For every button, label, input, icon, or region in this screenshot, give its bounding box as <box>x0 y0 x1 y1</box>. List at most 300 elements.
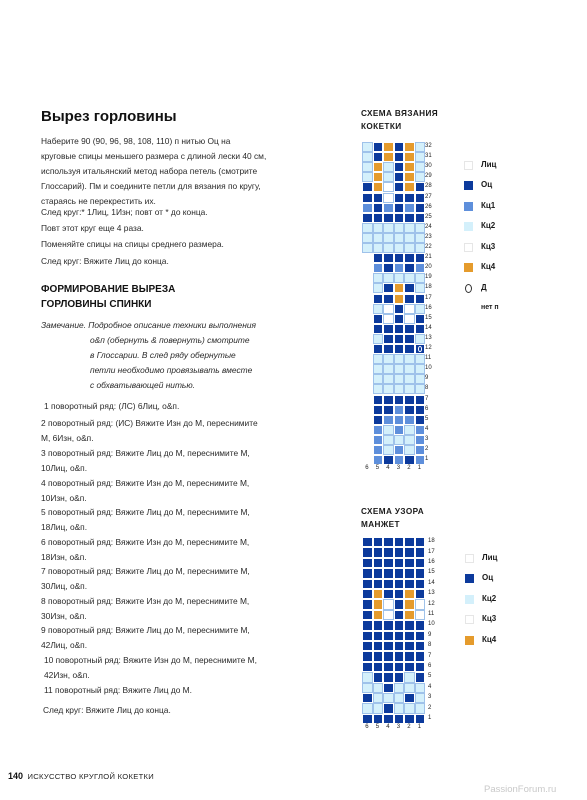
chart-cell <box>404 405 415 415</box>
row-number-label: 20 <box>425 264 432 271</box>
chart-cell <box>394 263 405 273</box>
short-row-instruction <box>41 623 250 653</box>
intro-line: Глоссарий). Пм и соедините петли для вязания по кругу, <box>41 181 261 191</box>
chart-cell <box>373 599 384 609</box>
chart-cell <box>394 445 405 455</box>
chart-cell <box>404 537 415 547</box>
instruction-line: 10Изн, о&п. <box>41 493 87 503</box>
final-round-text: След круг: Вяжите Лиц до конца. <box>43 705 171 715</box>
chart-cell <box>373 620 384 630</box>
row-number-label: 14 <box>425 324 432 331</box>
chart-cell <box>373 672 384 682</box>
row-number-label: 5 <box>428 673 432 680</box>
chart-cell <box>383 445 394 455</box>
row-number-label: 29 <box>425 173 432 180</box>
chart-cell <box>383 193 394 203</box>
chart-cell <box>383 364 394 374</box>
short-row-instruction <box>41 683 192 698</box>
chart-cell <box>404 425 415 435</box>
chart-cell <box>415 253 426 263</box>
chart-cell <box>383 223 394 233</box>
legend-swatch <box>465 615 474 624</box>
chart-cell <box>373 213 384 223</box>
chart-cell <box>404 253 415 263</box>
chart-cell <box>383 344 394 354</box>
chart-cell <box>373 162 384 172</box>
round1-text: След круг:* 1Лиц, 1Изн; повт от * до конца. <box>41 207 208 217</box>
yoke-chart-title <box>361 107 438 133</box>
chart-cell <box>394 568 405 578</box>
chart-cell <box>373 334 384 344</box>
legend-label: нет п <box>481 304 499 311</box>
chart-cell <box>404 672 415 682</box>
chart-cell <box>394 537 405 547</box>
heading-line: ГОРЛОВИНЫ СПИНКИ <box>41 299 152 310</box>
chart-cell <box>415 263 426 273</box>
chart-cell <box>383 152 394 162</box>
chart-cell <box>404 610 415 620</box>
knit-round-text: След круг: Вяжите Лиц до конца. <box>41 256 169 266</box>
row-number-label: 13 <box>428 590 435 597</box>
chart-cell <box>415 445 429 455</box>
page-footer <box>8 766 154 784</box>
chart-cell <box>383 203 394 213</box>
column-number-label: 2 <box>407 465 411 471</box>
chart-cell <box>383 334 394 344</box>
chart-cell <box>373 263 384 273</box>
chart-cell <box>394 203 405 213</box>
chart-cell <box>394 253 405 263</box>
note-line: с обхватывающей нитью. <box>90 380 195 390</box>
row-number-label: 31 <box>425 153 432 160</box>
chart-cell <box>415 273 426 283</box>
chart-cell <box>373 589 384 599</box>
chart-cell <box>394 579 405 589</box>
chart-cell <box>383 425 394 435</box>
short-row-instruction <box>41 416 258 446</box>
instruction-line: 7 поворотный ряд: Вяжите Лиц до М, переснимите М, <box>41 566 250 576</box>
chart-cell <box>394 273 405 283</box>
chart-cell <box>373 223 384 233</box>
chart-cell <box>383 641 394 651</box>
instruction-line: 18Лиц, о&п. <box>41 522 88 532</box>
column-number-label: 1 <box>417 724 422 730</box>
chart-cell <box>415 683 426 693</box>
chart-cell <box>404 233 415 243</box>
row-number-label: 11 <box>425 355 432 362</box>
chart-cell <box>415 162 426 172</box>
chart-cell <box>383 142 394 152</box>
legend-label: Оц <box>481 180 493 189</box>
chart-cell <box>373 344 384 354</box>
chart-cell <box>415 415 429 425</box>
chart-cell <box>362 182 373 192</box>
chart-cell <box>362 223 373 233</box>
chart-cell <box>394 641 405 651</box>
chart-cell <box>394 344 405 354</box>
chart-cell <box>373 610 384 620</box>
chart-title-line: СХЕМА УЗОРА <box>361 507 425 516</box>
row-number-label: 13 <box>425 334 432 341</box>
chart-title-line: СХЕМА ВЯЗАНИЯ <box>361 109 439 118</box>
row-number-label: 18 <box>425 284 432 291</box>
chart-cell <box>383 589 394 599</box>
chart-cell <box>404 374 415 384</box>
column-number-label: 2 <box>407 724 411 730</box>
chart-cell <box>415 651 426 661</box>
chart-cell <box>404 651 415 661</box>
chart-cell <box>404 172 415 182</box>
heading-line: ФОРМИРОВАНИЕ ВЫРЕЗА <box>41 284 176 295</box>
column-number-label: 3 <box>396 465 401 471</box>
chart-cell <box>362 142 373 152</box>
chart-cell <box>362 672 373 682</box>
legend-label: Кц3 <box>481 242 496 251</box>
chart-cell <box>394 182 405 192</box>
chart-cell <box>362 714 373 724</box>
chart-cell <box>383 314 394 324</box>
chart-cell <box>404 263 415 273</box>
chart-cell <box>373 425 384 435</box>
note-line: о&п (обернуть & повернуть) смотрите <box>90 335 250 345</box>
intro-line: Наберите 90 (90, 96, 98, 108, 110) п нитью Оц на <box>41 136 231 146</box>
chart-cell <box>415 213 426 223</box>
instruction-line: 11 поворотный ряд: Вяжите Лиц до М. <box>44 685 192 695</box>
chart-cell <box>362 203 373 213</box>
chart-cell <box>383 273 394 283</box>
column-number-label: 6 <box>365 724 369 730</box>
change-needles-text: Поменяйте спицы на спицы среднего размера. <box>41 239 224 249</box>
row-number-label: 15 <box>425 314 432 321</box>
chart-cell <box>394 314 405 324</box>
chart-cell <box>373 641 384 651</box>
chart-cell <box>383 455 394 465</box>
chart-cell <box>415 641 426 651</box>
chart-cell <box>383 610 394 620</box>
chart-cell <box>404 599 415 609</box>
intro-line: стараясь не перекрестить их. <box>41 196 156 206</box>
short-row-instruction <box>41 594 249 624</box>
chart-cell <box>362 537 373 547</box>
chart-cell <box>394 651 405 661</box>
chart-cell <box>373 203 384 213</box>
chart-cell <box>362 693 373 703</box>
chart-cell <box>394 172 405 182</box>
chart-cell <box>394 193 405 203</box>
instruction-line: 9 поворотный ряд: Вяжите Лиц до М, переснимите М, <box>41 625 250 635</box>
chart-cell <box>373 547 384 557</box>
chart-cell <box>404 344 415 354</box>
legend-label: Оц <box>482 573 494 582</box>
chart-cell <box>373 537 384 547</box>
row-number-label: 15 <box>428 569 435 576</box>
chart-cell <box>394 213 405 223</box>
chart-cell <box>383 631 394 641</box>
chart-cell <box>373 182 384 192</box>
legend-label: Д <box>481 283 487 292</box>
intro-line: используя итальянский метод набора петель (смотрите <box>41 166 258 176</box>
legend-label: Лиц <box>481 160 497 169</box>
chart-cell <box>415 182 426 192</box>
chart-cell <box>394 243 405 253</box>
chart-cell <box>415 304 426 314</box>
legend-swatch <box>464 263 473 272</box>
instruction-line: 1 поворотный ряд: (ЛС) 6Лиц, о&п. <box>44 401 180 411</box>
chart-cell <box>373 384 384 394</box>
chart-cell <box>362 703 373 713</box>
chart-cell <box>362 193 373 203</box>
chart-cell <box>404 142 415 152</box>
row-number-label: 3 <box>428 694 432 701</box>
column-number-label: 4 <box>386 465 390 471</box>
chart-cell <box>415 395 429 405</box>
row-number-label: 8 <box>428 642 432 649</box>
decrease-icon <box>365 407 370 413</box>
chart-cell <box>415 364 426 374</box>
row-number-label: 7 <box>428 652 432 659</box>
chart-cell <box>404 662 415 672</box>
chart-cell <box>404 213 415 223</box>
chart-cell <box>404 384 415 394</box>
decrease-icon <box>418 346 423 352</box>
chart-cell <box>373 294 384 304</box>
chart-cell <box>383 714 394 724</box>
section-title: Вырез горловины <box>41 108 177 125</box>
chart-cell <box>404 354 415 364</box>
chart-cell <box>383 395 394 405</box>
instruction-line: 30Лиц, о&п. <box>41 581 88 591</box>
row-number-label: 6 <box>428 663 432 669</box>
row-number-label: 9 <box>428 631 432 638</box>
chart-cell <box>362 547 373 557</box>
chart-cell <box>373 714 384 724</box>
chart-cell <box>404 703 415 713</box>
note-block <box>41 318 256 393</box>
row-number-label: 17 <box>428 548 435 555</box>
chart-cell <box>373 324 384 334</box>
chart-cell <box>415 233 426 243</box>
chart-cell <box>362 641 373 651</box>
instruction-line: 5 поворотный ряд: Вяжите Лиц до М, переснимите М, <box>41 507 250 517</box>
row-number-label: 9 <box>425 375 429 382</box>
chart-cell <box>394 425 405 435</box>
chart-cell <box>415 714 426 724</box>
chart-cell <box>404 243 415 253</box>
chart-cell <box>415 203 426 213</box>
short-row-instruction <box>41 446 250 476</box>
legend-swatch <box>464 222 473 231</box>
short-row-instruction <box>41 399 179 414</box>
chart-cell <box>373 651 384 661</box>
chart-cell <box>404 223 415 233</box>
row-number-label: 1 <box>428 715 432 721</box>
chart-cell <box>404 364 415 374</box>
row-number-label: 25 <box>425 213 432 220</box>
chart-cell <box>383 283 394 293</box>
chart-cell <box>415 703 426 713</box>
chart-cell <box>394 152 405 162</box>
decrease-icon <box>465 284 472 293</box>
chart-cell <box>404 445 415 455</box>
chart-cell <box>415 283 426 293</box>
chart-cell <box>373 142 384 152</box>
instruction-line: 3 поворотный ряд: Вяжите Лиц до М, переснимите М, <box>41 448 250 458</box>
chart-cell <box>373 152 384 162</box>
legend-label: Кц1 <box>481 201 496 210</box>
legend-label: Лиц <box>482 553 498 562</box>
row-number-label: 24 <box>425 223 432 230</box>
chart-cell <box>394 589 405 599</box>
chart-cell <box>394 631 405 641</box>
chart-cell <box>404 568 415 578</box>
legend-label: Кц4 <box>481 262 496 271</box>
chart-cell <box>404 193 415 203</box>
row-number-label: 17 <box>425 294 432 301</box>
chart-cell <box>394 324 405 334</box>
chart-cell <box>383 354 394 364</box>
chart-cell <box>383 558 394 568</box>
chart-cell <box>362 620 373 630</box>
instruction-line: 42Лиц, о&п. <box>41 640 88 650</box>
chart-cell <box>362 683 373 693</box>
chart-cell <box>394 693 405 703</box>
chart-cell <box>415 455 429 465</box>
chart-cell <box>415 568 426 578</box>
book-title: ИСКУССТВО КРУГЛОЙ КОКЕТКИ <box>27 772 154 781</box>
instruction-line: 10 поворотный ряд: Вяжите Изн до М, переснимите М, <box>44 655 257 665</box>
column-number-label: 5 <box>375 465 380 471</box>
chart-cell <box>362 558 373 568</box>
row-number-label: 12 <box>425 345 432 352</box>
chart-cell <box>404 693 415 703</box>
chart-cell <box>394 354 405 364</box>
chart-cell <box>383 233 394 243</box>
chart-cell <box>394 162 405 172</box>
chart-cell <box>415 547 426 557</box>
chart-cell <box>362 599 373 609</box>
chart-cell <box>394 703 405 713</box>
short-row-instruction <box>41 476 249 506</box>
chart-cell <box>383 435 394 445</box>
chart-cell <box>415 405 429 415</box>
row-number-label: 11 <box>428 611 435 617</box>
note-line: в Глоссарии. В след ряду обернутые <box>90 350 236 360</box>
chart-cell <box>373 455 384 465</box>
chart-cell <box>373 693 384 703</box>
row-number-label: 23 <box>425 233 432 240</box>
chart-cell <box>404 182 415 192</box>
chart-cell <box>373 172 384 182</box>
chart-cell <box>404 294 415 304</box>
chart-cell <box>383 693 394 703</box>
row-number-label: 22 <box>425 244 432 251</box>
row-number-label: 8 <box>425 385 429 392</box>
chart-cell <box>383 213 394 223</box>
chart-cell <box>383 243 394 253</box>
chart-cell <box>394 455 405 465</box>
chart-cell <box>404 558 415 568</box>
chart-cell <box>394 384 405 394</box>
chart-cell <box>394 334 405 344</box>
chart-cell <box>415 384 429 394</box>
chart-cell <box>415 425 429 435</box>
chart-cell <box>383 599 394 609</box>
chart-cell <box>362 568 373 578</box>
short-row-instruction <box>41 564 250 594</box>
chart-cell <box>394 558 405 568</box>
chart-cell <box>383 672 394 682</box>
legend-swatch <box>465 574 474 583</box>
chart-cell <box>394 547 405 557</box>
chart-cell <box>362 233 373 243</box>
chart-cell <box>404 620 415 630</box>
chart-cell <box>373 253 384 263</box>
chart-cell <box>383 662 394 672</box>
chart-cell <box>373 243 384 253</box>
row-number-label: 4 <box>425 425 429 432</box>
chart-cell <box>394 435 405 445</box>
chart-cell <box>362 631 373 641</box>
chart-cell <box>415 558 426 568</box>
chart-cell <box>383 405 394 415</box>
chart-cell <box>383 263 394 273</box>
chart-cell <box>404 415 415 425</box>
chart-cell <box>383 182 394 192</box>
chart-cell <box>373 662 384 672</box>
short-row-instruction <box>41 505 250 535</box>
legend-label: Кц2 <box>482 594 497 603</box>
instruction-line: 42Изн, о&п. <box>44 670 90 680</box>
row-number-label: 30 <box>425 163 432 170</box>
chart-cell <box>394 374 405 384</box>
chart-cell <box>383 162 394 172</box>
chart-cell <box>373 193 384 203</box>
legend-swatch <box>465 595 474 604</box>
chart-cell <box>383 384 394 394</box>
chart-cell <box>415 631 426 641</box>
instruction-line: 2 поворотный ряд: (ИС) Вяжите Изн до М, переснимите <box>41 418 258 428</box>
chart-cell <box>394 672 405 682</box>
row-number-label: 14 <box>428 579 435 586</box>
chart-cell <box>383 172 394 182</box>
legend-label: Кц2 <box>481 221 496 230</box>
chart-cell <box>415 324 426 334</box>
chart-cell <box>383 324 394 334</box>
chart-cell <box>383 651 394 661</box>
chart-cell <box>394 395 405 405</box>
chart-cell <box>383 568 394 578</box>
chart-cell <box>415 693 426 703</box>
chart-cell <box>383 537 394 547</box>
row-number-label: 4 <box>428 683 432 690</box>
instruction-line: 10Лиц, о&п. <box>41 463 88 473</box>
chart-cell <box>404 579 415 589</box>
chart-cell <box>373 579 384 589</box>
chart-cell <box>415 294 426 304</box>
row-number-label: 28 <box>425 183 432 190</box>
chart-cell <box>415 599 426 609</box>
chart-cell <box>394 610 405 620</box>
chart-title-line: КОКЕТКИ <box>361 122 402 131</box>
column-number-label: 4 <box>386 724 390 730</box>
chart-cell <box>383 703 394 713</box>
chart-cell <box>404 589 415 599</box>
chart-cell <box>362 172 373 182</box>
chart-cell <box>415 672 426 682</box>
row-number-label: 12 <box>428 600 435 607</box>
chart-cell <box>415 193 426 203</box>
row-number-label: 7 <box>425 395 429 402</box>
